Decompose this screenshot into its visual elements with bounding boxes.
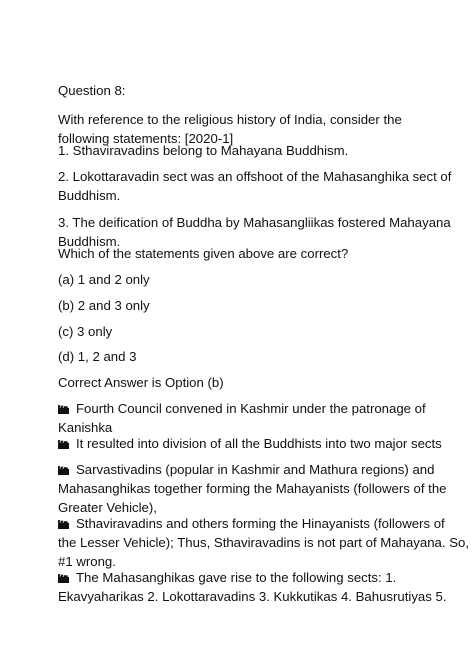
explanation-line: The Mahasanghikas gave rise to the following sects: 1. bbox=[76, 570, 397, 585]
explanation-line: Kanishka bbox=[58, 420, 113, 435]
statement-line: 3. The deification of Buddha by Mahasangliikas fostered Mahayana bbox=[58, 215, 451, 230]
explanation-line: Fourth Council convened in Kashmir under the patronage of bbox=[76, 401, 426, 416]
clapperboard-icon bbox=[58, 405, 69, 414]
question-intro-line: following statements: [2020-1] bbox=[58, 131, 234, 146]
question-heading: Question 8: bbox=[58, 83, 126, 98]
statement-2 bbox=[58, 167, 452, 205]
statement-line: 2. Lokottaravadin sect was an offshoot of the Mahasanghika sect of bbox=[58, 169, 452, 184]
explanation-item bbox=[58, 399, 438, 437]
explanation-line: Sthaviravadins and others forming the Hinayanists (followers of bbox=[76, 516, 445, 531]
option-d: (d) 1, 2 and 3 bbox=[58, 349, 137, 364]
explanation-line: Ekavyaharikas 2. Lokottaravadins 3. Kukkutikas 4. Bahusrutiyas 5. bbox=[58, 589, 447, 604]
explanation-line: #1 wrong. bbox=[58, 554, 116, 569]
clapperboard-icon bbox=[58, 440, 69, 449]
explanation-line: Greater Vehicle), bbox=[58, 500, 157, 515]
correct-answer: Correct Answer is Option (b) bbox=[58, 375, 224, 390]
explanation-item bbox=[58, 514, 469, 571]
option-b: (b) 2 and 3 only bbox=[58, 298, 150, 313]
explanation-item bbox=[58, 460, 447, 517]
statement-line: Buddhism. bbox=[58, 234, 121, 249]
explanation-item bbox=[58, 568, 447, 606]
clapperboard-icon bbox=[58, 466, 69, 475]
clapperboard-icon bbox=[58, 574, 69, 583]
explanation-line: Mahasanghikas together forming the Mahayanists (followers of the bbox=[58, 481, 447, 496]
question-prompt: Which of the statements given above are correct? bbox=[58, 246, 349, 261]
explanation-item bbox=[58, 434, 442, 453]
statement-line: Buddhism. bbox=[58, 188, 121, 203]
question-intro-line: With reference to the religious history of India, consider the bbox=[58, 112, 402, 127]
option-c: (c) 3 only bbox=[58, 324, 113, 339]
option-a: (a) 1 and 2 only bbox=[58, 272, 150, 287]
explanation-line: Sarvastivadins (popular in Kashmir and Mathura regions) and bbox=[76, 462, 435, 477]
statement-1 bbox=[58, 141, 438, 160]
statement-line: 1. Sthaviravadins belong to Mahayana Buddhism. bbox=[58, 143, 349, 158]
explanation-line: the Lesser Vehicle); Thus, Sthaviravadins is not part of Mahayana. So, bbox=[58, 535, 469, 550]
clapperboard-icon bbox=[58, 520, 69, 529]
explanation-line: It resulted into division of all the Buddhists into two major sects bbox=[76, 436, 442, 451]
